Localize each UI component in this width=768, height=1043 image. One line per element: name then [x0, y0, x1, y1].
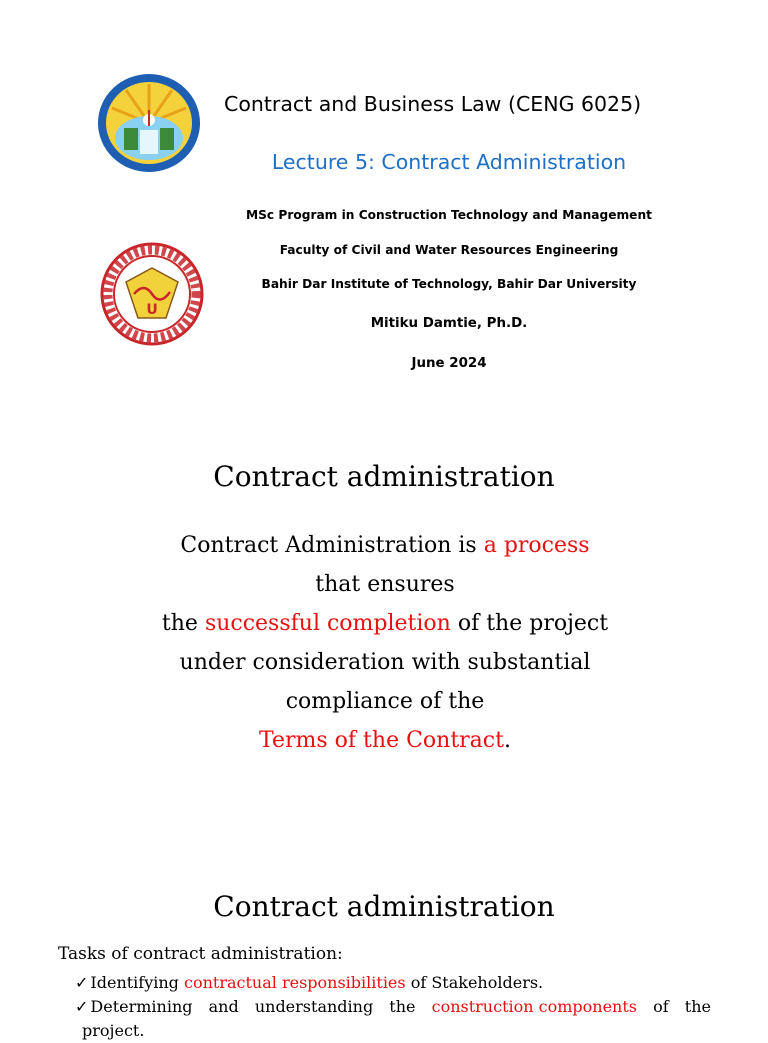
slide-subtitle: Tasks of contract administration: [58, 944, 343, 964]
text-run: . [503, 728, 511, 753]
text-run: the [389, 997, 416, 1016]
slide-title: Contract administration [213, 890, 555, 923]
title-slide [0, 0, 768, 420]
faculty-line: Faculty of Civil and Water Resources Engineering [279, 243, 619, 257]
highlight-text: successful completion [204, 611, 451, 636]
university-of-hargeisa-logo [100, 242, 204, 346]
tasks-slide [0, 880, 768, 1040]
text-run: the [684, 997, 711, 1016]
text-run: of [653, 997, 669, 1016]
list-item [75, 995, 711, 1043]
text-run: Identifying [90, 973, 184, 992]
text-run: and [208, 997, 239, 1016]
program-line: MSc Program in Construction Technology and Management [246, 208, 652, 222]
highlight-text: contractual responsibilities [184, 973, 406, 992]
checkmark-icon: ✓ [75, 997, 89, 1016]
text-run: of the project [450, 611, 609, 636]
text-run: the [161, 611, 205, 636]
highlight-text: a process [483, 533, 590, 558]
highlight-text: Terms of the Contract [259, 728, 504, 753]
text-run: compliance of the [285, 689, 485, 714]
lecture-date: June 2024 [411, 356, 487, 371]
list-item [75, 971, 711, 995]
institute-line: Bahir Dar Institute of Technology, Bahir Dar University [261, 277, 637, 291]
text-run: of Stakeholders. [405, 973, 544, 992]
text-run: Contract Administration is [180, 533, 484, 558]
text-run: project. [82, 1021, 145, 1040]
lecture-title: Lecture 5: Contract Administration [271, 150, 627, 174]
text-run: understanding [254, 997, 374, 1016]
task-list [75, 971, 711, 1043]
highlight-text: construction components [431, 997, 637, 1016]
definition-text [120, 526, 650, 760]
checkmark-icon: ✓ [75, 973, 89, 992]
text-run: Determining [90, 997, 193, 1016]
text-run: under consideration with substantial [179, 650, 591, 675]
svg-text:U: U [146, 302, 158, 318]
definition-slide [0, 430, 768, 810]
text-run: that ensures [315, 572, 455, 597]
course-title: Contract and Business Law (CENG 6025) [224, 92, 642, 116]
author-name: Mitiku Damtie, Ph.D. [370, 316, 528, 331]
slide-title: Contract administration [213, 460, 555, 493]
